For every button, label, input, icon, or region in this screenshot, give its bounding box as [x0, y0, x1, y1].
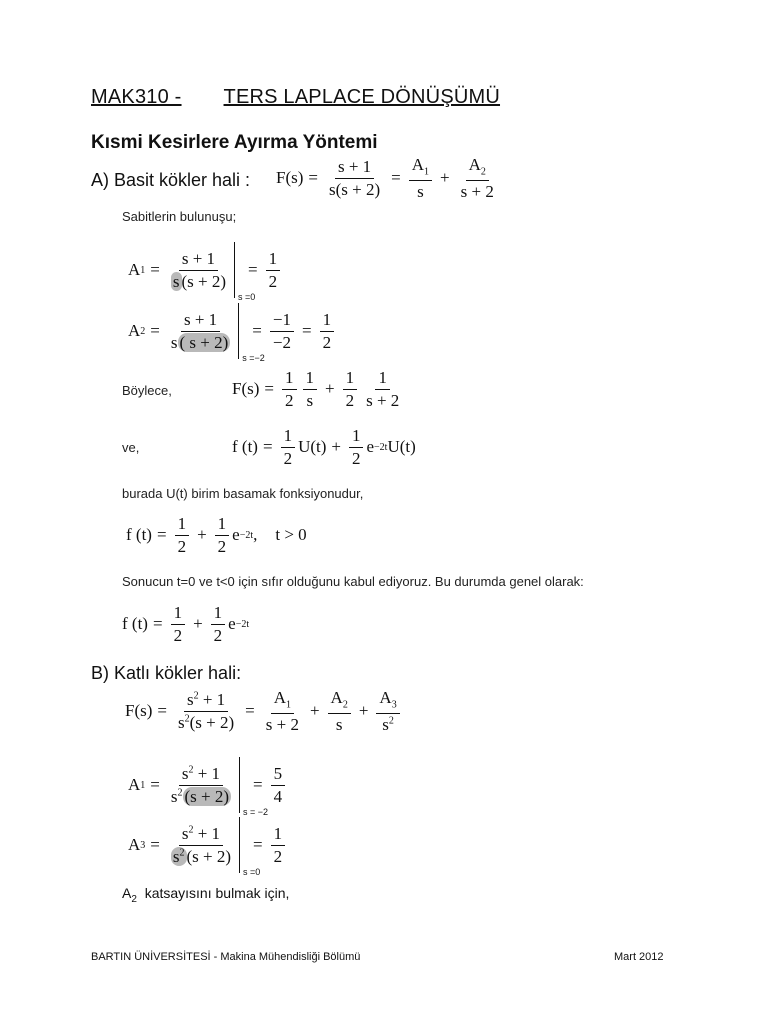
equation-ft-positive: f (t) = $\frac{1}{2}$ + $\frac{1}{2}$ e −2t , t > 0 — [126, 514, 307, 556]
eval-s0: s =0 — [238, 292, 256, 302]
footer-date: Mart 2012 — [614, 951, 664, 963]
equation-fs-result: F(s) = $\frac{1}{2}$ $\frac{1}{s}$ + $\frac{1}{2}$ $\frac{1}{s + 2}$ — [232, 368, 400, 410]
equation-ft-unit-step: f (t) = $\frac{1}{2}$ U(t) + $\frac{1}{2}$ e −2t U(t) — [232, 426, 416, 468]
part-b-label — [91, 663, 241, 684]
eval-b-s0: s =0 — [243, 867, 261, 877]
part-a-label: A) Basit kökler hali : — [91, 170, 251, 190]
equation-ft-general: f (t) = $\frac{1}{2}$ + $\frac{1}{2}$ e −2t — [122, 603, 250, 645]
equation-fs-partial: F(s) = $\frac{s + 1}{s(s + 2)}$ = $\frac{A_1}{s}$ + $\frac{A_2}{s + 2}$ — [276, 155, 494, 201]
unit-step-note: burada U(t) birim basamak fonksiyonudur, — [122, 486, 364, 501]
equation-a1: A 1 = $\frac{s + 1}{s (s + 2)}$ s =0 = $\frac{1}{2}$ — [128, 242, 283, 298]
constants-intro: Sabitlerin bulunuşu; — [122, 209, 237, 224]
a2-subscript: 2 — [131, 893, 137, 905]
equation-b-a3: A 3 = $\frac{s^2 + 1}{s^2 (s + 2)}$ s =0 = $\frac{1}{2}$ — [128, 817, 288, 873]
part-b-prefix: B) — [91, 663, 109, 683]
thus-label: Böylece, — [122, 383, 172, 398]
eval-b-sm2: s = −2 — [243, 807, 269, 817]
equation-fs-repeated: F(s) = $\frac{s^2 + 1}{s^2(s + 2)}$ = $\frac{A_1}{s + 2}$ + $\frac{A_2}{s}$ + $\frac{A_3}{s^2}$ — [125, 689, 403, 734]
page-title — [91, 86, 500, 109]
condition: t > 0 — [275, 525, 307, 545]
and-label: ve, — [122, 440, 140, 455]
eval-sm2: s =−2 — [242, 353, 265, 363]
equation-a2: A 2 = $\frac{s + 1}{s ( s + 2)}$ s =−2 = $\frac{-1}{-2}$ = $\frac{1}{2}$ — [128, 303, 337, 359]
section-heading: Kısmi Kesirlere Ayırma Yöntemi — [91, 132, 378, 153]
a2-note-text: katsayısını bulmak için, — [144, 885, 290, 901]
part-b-title: Katlı kökler hali: — [114, 663, 242, 683]
title-text: TERS LAPLACE DÖNÜŞÜMÜ — [223, 86, 501, 108]
a2-note — [122, 885, 289, 905]
course-code: MAK310 - — [91, 86, 182, 108]
a2-symbol: A — [122, 885, 132, 901]
footer-university: BARTIN ÜNİVERSİTESİ - Makina Mühendisliği Bölümü — [91, 951, 361, 963]
zero-note: Sonucun t=0 ve t<0 için sıfır olduğunu kabul ediyoruz. Bu durumda genel olarak: — [122, 574, 584, 589]
equation-b-a1: A 1 = $\frac{s^2 + 1}{s^2 (s + 2)}$ s = −2 = $\frac{5}{4}$ — [128, 757, 288, 813]
